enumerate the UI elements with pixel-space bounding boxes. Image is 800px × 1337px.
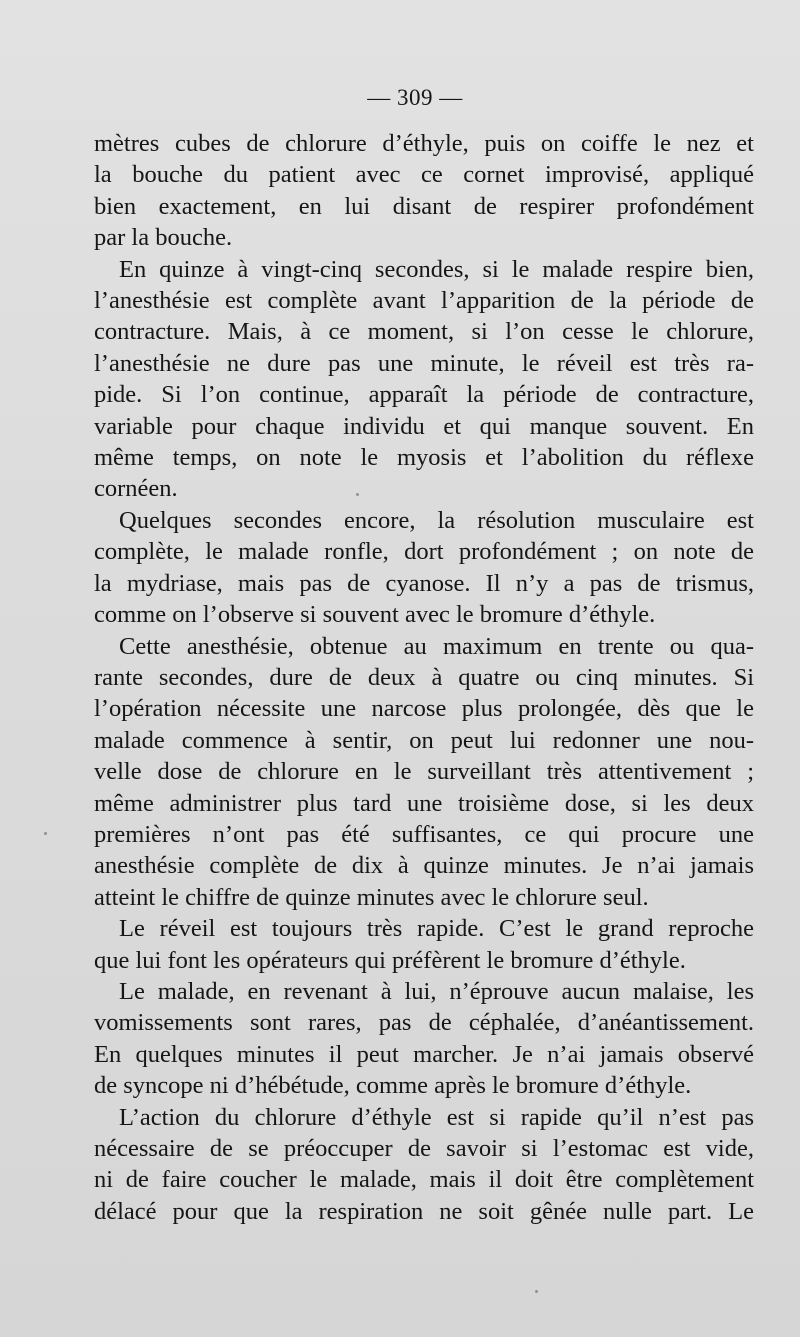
text-line: rante secondes, dure de deux à quatre ou cinq minutes. Si xyxy=(94,663,754,691)
body-text xyxy=(94,128,754,1227)
text-line: délacé pour que la respiration ne soit gênée nulle part. Le xyxy=(94,1197,754,1225)
paper-speck xyxy=(44,832,47,835)
text-line: l’opération nécessite une narcose plus prolongée, dès que le xyxy=(94,695,754,723)
text-line: contracture. Mais, à ce moment, si l’on cesse le chlorure, xyxy=(94,318,754,346)
text-line: Le malade, en revenant à lui, n’éprouve aucun malaise, les xyxy=(119,977,754,1005)
text-line: L’action du chlorure d’éthyle est si rapide qu’il n’est pas xyxy=(119,1103,754,1131)
text-line: par la bouche. xyxy=(94,224,233,252)
text-line: mètres cubes de chlorure d’éthyle, puis on coiffe le nez et xyxy=(94,130,754,157)
text-line: vomissements sont rares, pas de céphalée, d’anéantissement. xyxy=(94,1009,754,1037)
text-line: la bouche du patient avec ce cornet improvisé, appliqué xyxy=(94,161,754,189)
text-line: que lui font les opérateurs qui préfèrent le bromure d’éthyle. xyxy=(94,946,686,974)
text-line: atteint le chiffre de quinze minutes avec le chlorure seul. xyxy=(94,883,649,911)
paper-speck xyxy=(356,493,359,496)
text-line: l’anesthésie ne dure pas une minute, le réveil est très ra- xyxy=(94,349,754,377)
text-line: variable pour chaque individu et qui manque souvent. En xyxy=(94,412,754,440)
text-line: nécessaire de se préoccuper de savoir si l’estomac est vide, xyxy=(94,1135,754,1162)
text-line: ni de faire coucher le malade, mais il doit être complètement xyxy=(94,1166,754,1194)
text-line: anesthésie complète de dix à quinze minutes. Je n’ai jamais xyxy=(94,852,754,880)
text-line: bien exactement, en lui disant de respirer profondément xyxy=(94,192,754,220)
text-line: cornéen. xyxy=(94,475,178,503)
text-line: même administrer plus tard une troisième dose, si les deux xyxy=(94,789,754,817)
text-line: la mydriase, mais pas de cyanose. Il n’y a pas de trismus, xyxy=(94,569,754,597)
text-line: Cette anesthésie, obtenue au maximum en trente ou qua- xyxy=(119,632,754,660)
text-line: Quelques secondes encore, la résolution musculaire est xyxy=(119,506,754,534)
text-line: En quinze à vingt-cinq secondes, si le malade respire bien, xyxy=(119,255,754,283)
text-line: Le réveil est toujours très rapide. C’est le grand reproche xyxy=(119,915,754,943)
text-line: malade commence à sentir, on peut lui redonner une nou- xyxy=(94,726,754,754)
text-line: l’anesthésie est complète avant l’apparition de la période de xyxy=(94,287,754,315)
text-line: complète, le malade ronfle, dort profondément ; on note de xyxy=(94,538,754,566)
text-line: même temps, on note le myosis et l’abolition du réflexe xyxy=(94,444,754,472)
text-line: premières n’ont pas été suffisantes, ce qui procure une xyxy=(94,820,754,848)
text-line: pide. Si l’on continue, apparaît la période de contracture, xyxy=(94,381,754,409)
page-number: — 309 — xyxy=(367,85,463,110)
text-line: velle dose de chlorure en le surveillant très attentivement ; xyxy=(94,758,754,786)
paper-speck xyxy=(535,1290,538,1293)
text-line: En quelques minutes il peut marcher. Je n’ai jamais observé xyxy=(94,1040,754,1068)
text-line: comme on l’observe si souvent avec le bromure d’éthyle. xyxy=(94,601,656,629)
text-line: de syncope ni d’hébétude, comme après le bromure d’éthyle. xyxy=(94,1072,692,1100)
